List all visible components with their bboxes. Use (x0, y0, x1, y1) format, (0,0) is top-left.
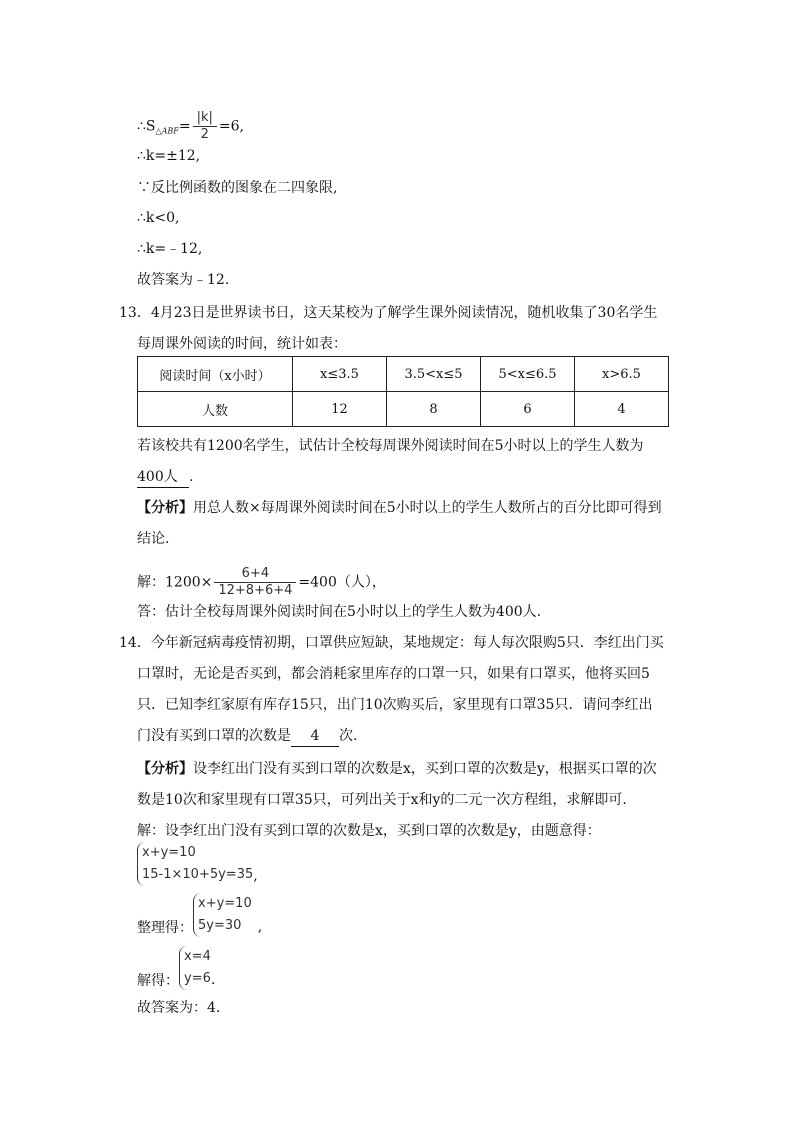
table-header: x≤3.5 (293, 357, 387, 392)
k-val-line: ∴k=﹣12, (137, 241, 203, 257)
system-label: 解得： (137, 973, 179, 989)
prev-answer: 故答案为﹣12. (137, 272, 230, 288)
q13-conclusion: 答：估计全校每周课外阅读时间在5小时以上的学生人数为400人. (137, 604, 542, 620)
solution-result: =400（人）， (298, 574, 386, 591)
equation-system-1 (137, 842, 258, 886)
system-equation: y=6 (184, 971, 211, 986)
system-brace (193, 893, 252, 937)
table-cell: 8 (387, 392, 481, 427)
equation-system-2 (137, 893, 262, 937)
area-line (137, 110, 244, 143)
system-equation: x+y=10 (198, 896, 252, 911)
ratio-fraction-num: 6+4 (214, 566, 296, 583)
k-fraction (193, 110, 217, 143)
table-cell: 4 (575, 392, 669, 427)
q13-analysis-2: 结论. (137, 531, 170, 547)
table-header-row (138, 357, 669, 392)
k-fraction-num: |k| (193, 110, 217, 127)
q14-analysis-2: 数是10次和家里现有口罩35只，可列出关于x和y的二元一次方程组，求解即可. (137, 792, 627, 808)
system-brace (137, 842, 253, 886)
area-result: =6, (218, 118, 244, 135)
system-equation: 5y=30 (198, 918, 242, 933)
q14-solution-intro: 解：设李红出门没有买到口罩的次数是x，买到口罩的次数是y，由题意得： (137, 823, 601, 839)
table-cell: 6 (481, 392, 575, 427)
reason-line: ∵反比例函数的图象在二四象限, (137, 180, 338, 196)
system-end: . (210, 972, 216, 988)
q13-analysis-1 (137, 498, 662, 518)
system-equation: x+y=10 (142, 845, 196, 860)
q14-analysis-1 (137, 759, 657, 779)
q13-question-end: . (189, 469, 194, 485)
q13-stem-2: 每周课外阅读的时间，统计如表： (137, 336, 347, 352)
table-header: 3.5<x≤5 (387, 357, 481, 392)
ratio-fraction-den: 12+8+6+4 (218, 583, 293, 598)
ratio-fraction (214, 566, 296, 599)
table-header: 阅读时间（x小时） (138, 357, 293, 392)
q13-stem-1: 13．4月23日是世界读书日，这天某校为了解学生课外阅读情况，随机收集了30名学生 (119, 305, 658, 321)
analysis-text: 设李红出门没有买到口罩的次数是x，买到口罩的次数是y，根据买口罩的次 (193, 761, 657, 777)
table-header: 5<x≤6.5 (481, 357, 575, 392)
analysis-text: 用总人数×每周课外阅读时间在5小时以上的学生人数所占的百分比即可得到 (193, 500, 662, 516)
area-prefix: ∴S (137, 118, 156, 135)
table-header: x>6.5 (575, 357, 669, 392)
k-neg-line: ∴k<0, (137, 210, 180, 226)
q13-answer-line (137, 467, 193, 488)
system-brace (179, 946, 211, 990)
analysis-tag: 【分析】 (137, 761, 193, 777)
k-fraction-den: 2 (200, 127, 209, 142)
solution-prefix: 解：1200× (137, 574, 213, 591)
table-row-label: 人数 (138, 392, 293, 427)
q14-stem-3: 只．已知李红家原有库存15只，出门10次购买后，家里现有口罩35只．请问李红出 (137, 697, 653, 713)
area-equals: = (178, 118, 191, 135)
q14-answer-blank: 4 (291, 726, 339, 747)
equation-system-3 (137, 946, 215, 990)
q13-solution (137, 566, 386, 599)
area-subscript: △ABF (155, 126, 179, 136)
q14-stem-2: 口罩时，无论是否买到，都会消耗家里库存的口罩一只，如果有口罩买，他将买回5 (137, 666, 650, 682)
analysis-tag: 【分析】 (137, 500, 193, 516)
q14-stem-1: 14．今年新冠病毒疫情初期，口罩供应短缺，某地规定：每人每次限购5只．李红出门买 (119, 635, 664, 651)
q13-answer-blank: 400人 (137, 467, 189, 488)
table-cell: 12 (293, 392, 387, 427)
system-equation: x=4 (184, 949, 211, 964)
system-end: , (253, 868, 258, 884)
reading-time-table (137, 356, 669, 427)
q14-stem-4-end: 次. (339, 728, 358, 744)
system-label: 整理得： (137, 920, 193, 936)
k-pm-line: ∴k=±12, (137, 148, 201, 164)
q14-answer: 故答案为：4. (137, 1000, 221, 1016)
table-row (138, 392, 669, 427)
q14-stem-4 (137, 726, 357, 747)
q14-stem-4-text: 门没有买到口罩的次数是 (137, 728, 291, 744)
system-end: , (257, 919, 263, 935)
system-equation: 15-1×10+5y=35 (142, 867, 254, 882)
q13-question: 若该校共有1200名学生，试估计全校每周课外阅读时间在5小时以上的学生人数为 (137, 438, 644, 454)
